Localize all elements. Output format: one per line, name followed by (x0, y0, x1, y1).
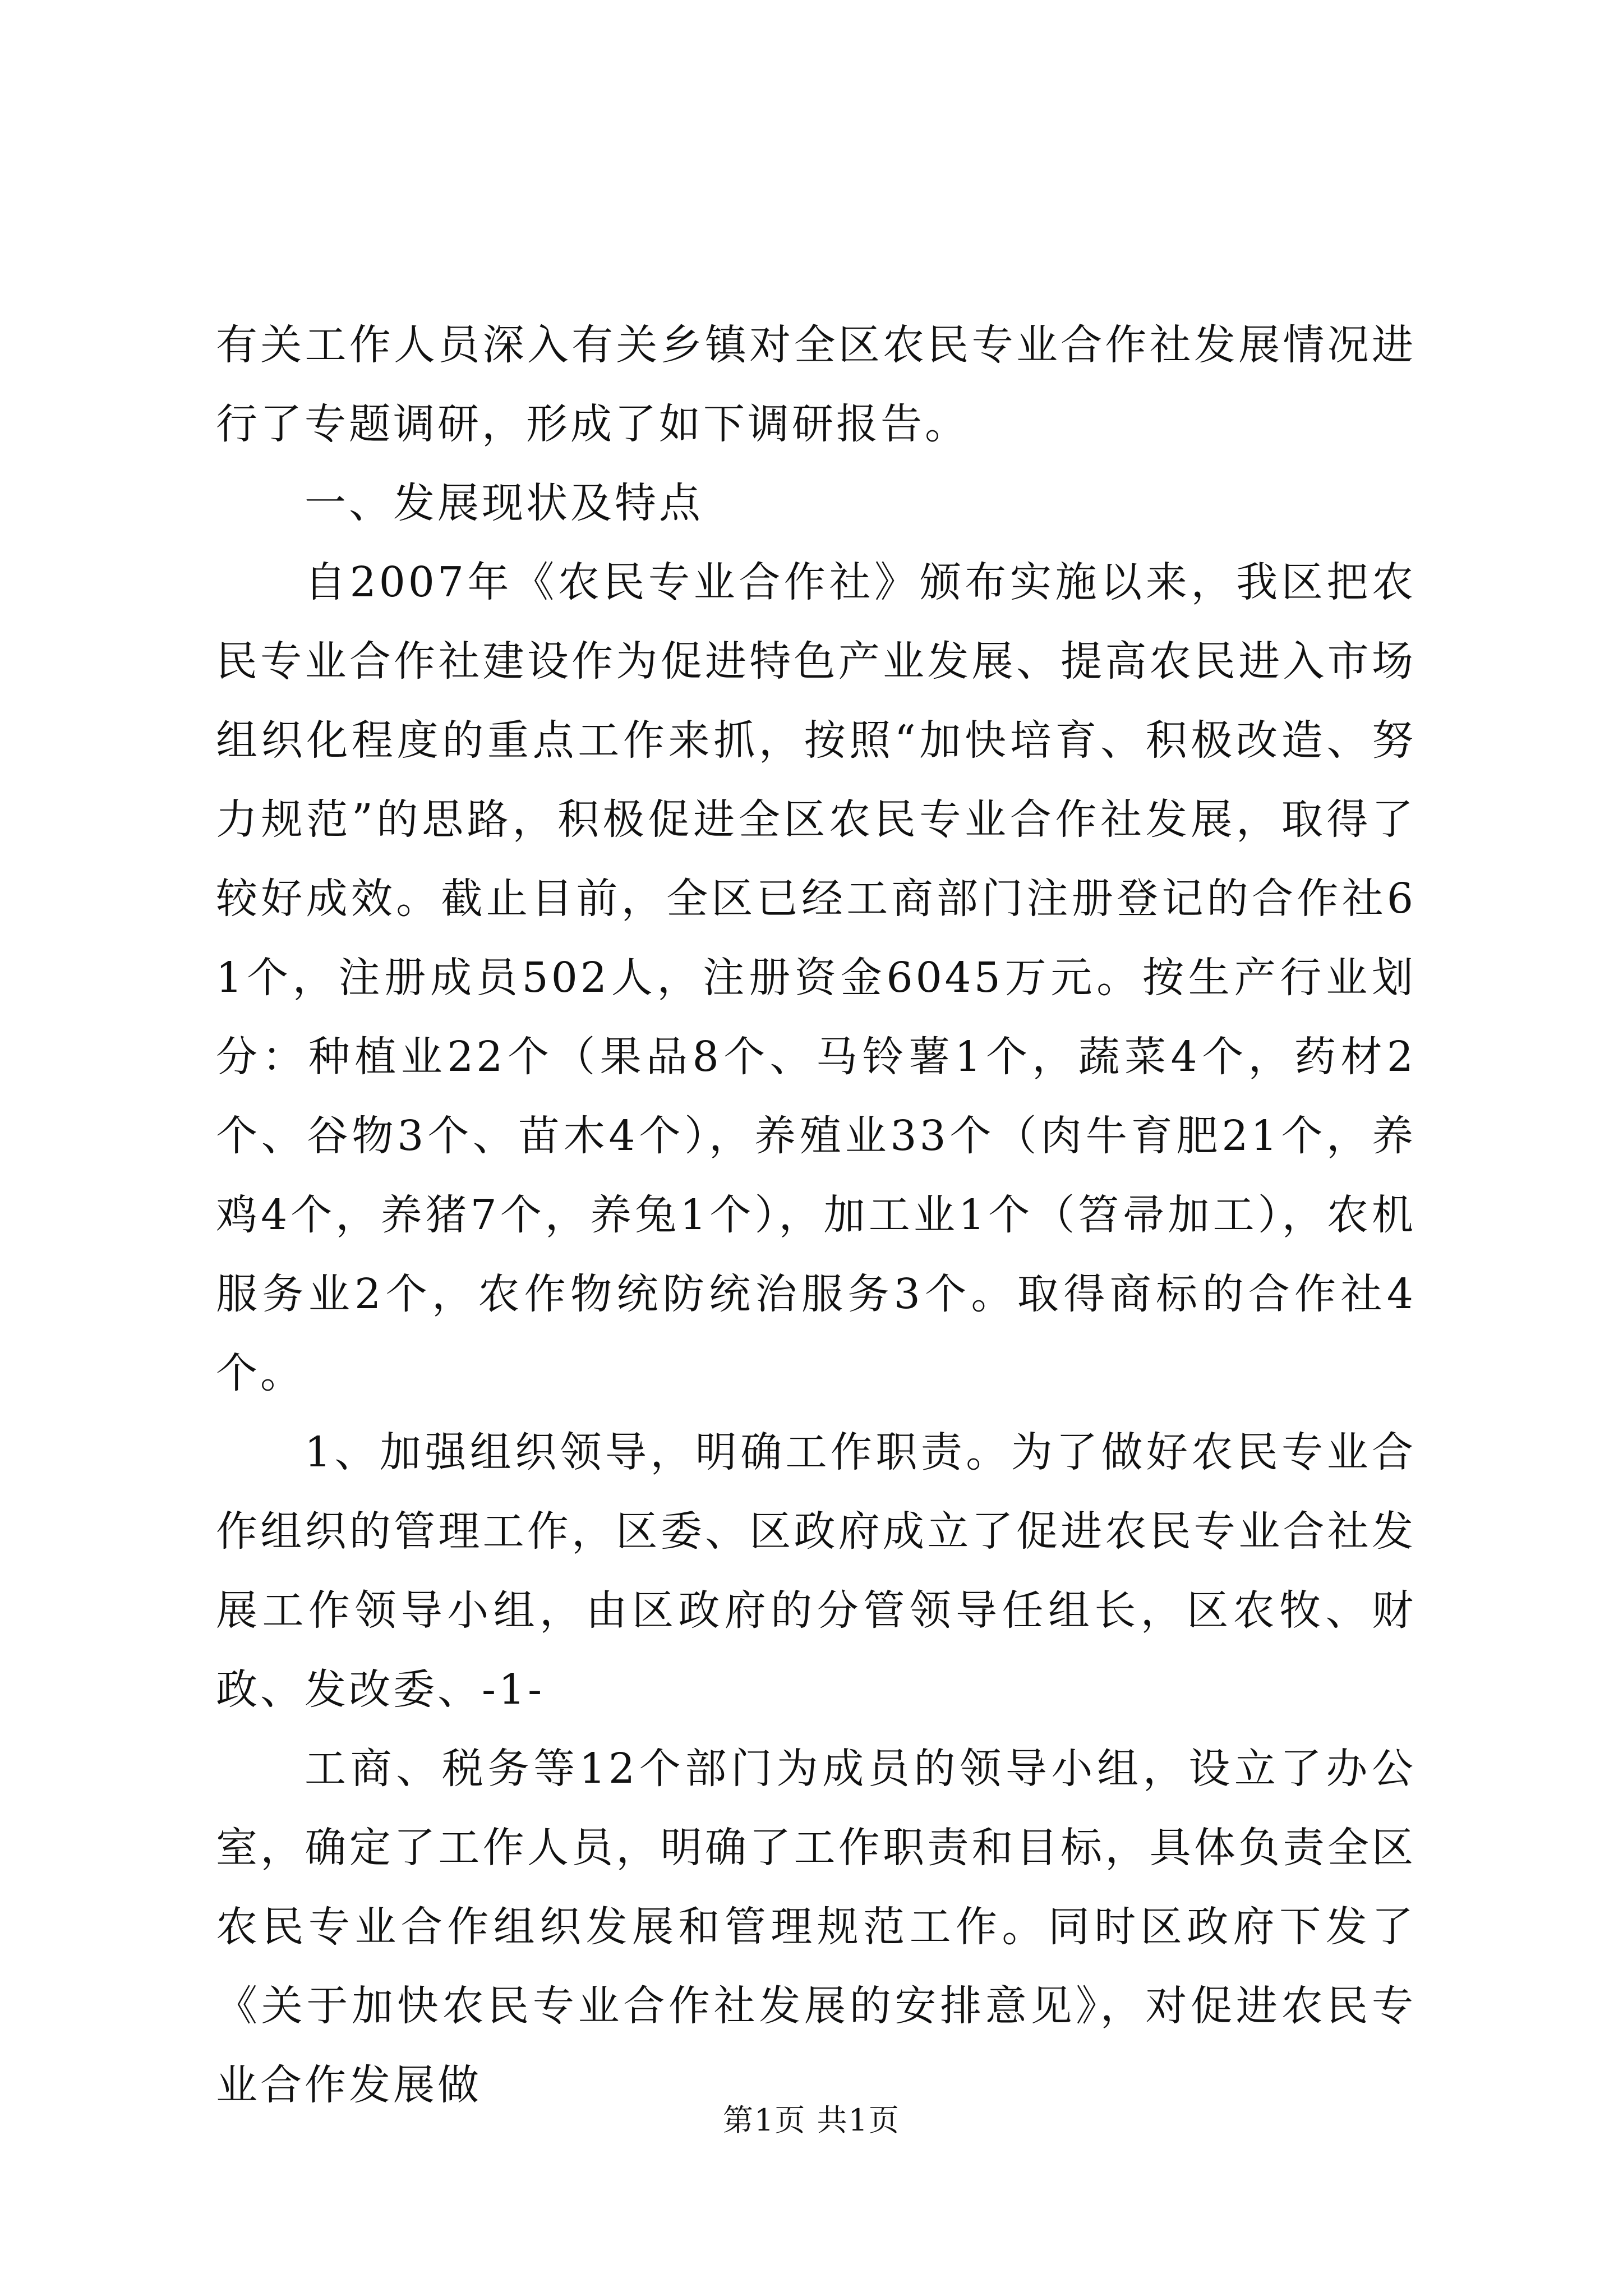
page-footer: 第1页 共1页 (723, 2102, 900, 2138)
paragraph-status: 自2007年《农民专业合作社》颁布实施以来，我区把农民专业合作社建设作为促进特色产业发展、提高农民进入市场组织化程度的重点工作来抓，按照“加快培育、积极改造、努力规范”的思路，积极促进全区农民专业合作社发展，取得了较好成效。截止目前，全区已经工商部门注册登记的合作社61个，注册成员502人，注册资金6045万元。按生产行业划分：种植业22个（果品8个、马铃薯1个，蔬菜4个，药材2个、谷物3个、苗木4个），养殖业33个（肉牛育肥21个，养鸡4个，养猪7个，养兔1个），加工业1个（笤帚加工），农机服务业2个，农作物统防统治服务3个。取得商标的合作社4个。 (216, 558, 1416, 1397)
paragraph-intro-continuation: 有关工作人员深入有关乡镇对全区农民专业合作社发展情况进行了专题调研，形成了如下调研报告。 (216, 321, 1416, 448)
paragraph-leadership: 1、加强组织领导，明确工作职责。为了做好农民专业合作组织的管理工作，区委、区政府成立了促进农民专业合社发展工作领导小组，由区政府的分管领导任组长，区农牧、财政、发改委、-1- (216, 1428, 1416, 1714)
paragraph-members: 工商、税务等12个部门为成员的领导小组，设立了办公室，确定了工作人员，明确了工作职责和目标，具体负责全区农民专业合作组织发展和管理规范工作。同时区政府下发了《关于加快农民专业合作社发展的安排意见》，对促进农民专业合作发展做 (216, 1745, 1416, 2109)
section-heading: 一、发展现状及特点 (305, 479, 703, 527)
document-body (216, 306, 1416, 2125)
